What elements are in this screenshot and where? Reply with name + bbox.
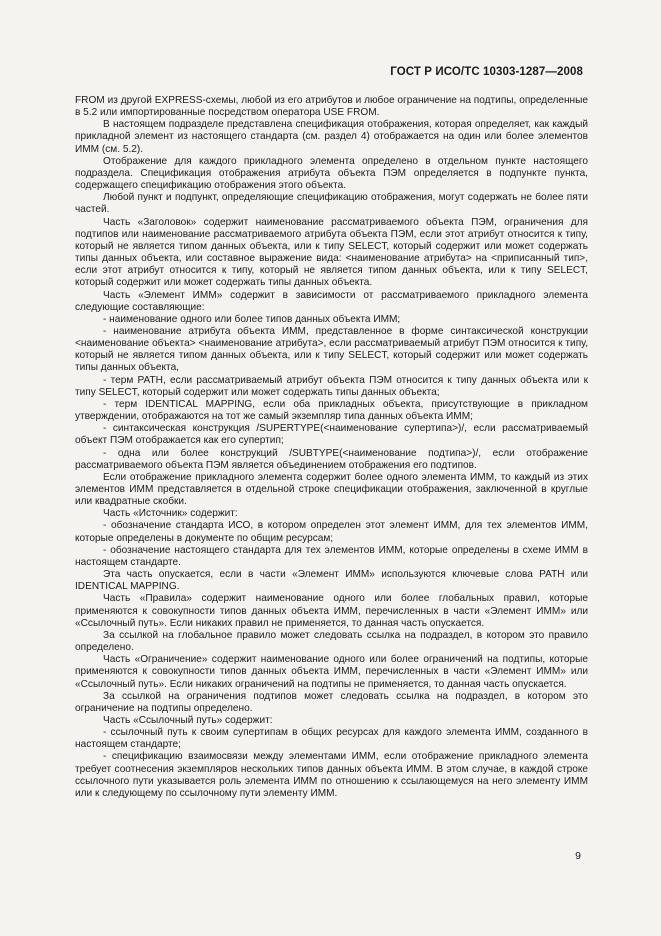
page-header: ГОСТ Р ИСО/ТС 10303-1287—2008 xyxy=(390,66,583,78)
paragraph: За ссылкой на ограничения подтипов может следовать ссылка на подраздел, в котором это ограничение на подтипы определено. xyxy=(75,690,588,714)
paragraph: Часть «Источник» содержит: xyxy=(103,508,238,520)
page-number: 9 xyxy=(575,850,581,862)
paragraph: Часть «Элемент ИММ» содержит в зависимости от рассматриваемого прикладного элемента следующие составляющие: xyxy=(75,289,588,313)
paragraph: Часть «Правила» содержит наименование одного или более глобальных правил, которые применяются к совокупности типов данных объекта ИММ, перечисленных в части «Элемент ИММ» или «Ссылочный путь». Если никаких правил не применяется, то данная часть опускается. xyxy=(75,593,588,629)
paragraph: - одна или более конструкций /SUBTYPE(<наименование подтипа>)/, если отображение рассматриваемого объекта ПЭМ является объединением отображения его подтипов. xyxy=(75,447,588,471)
paragraph: FROM из другой EXPRESS-схемы, любой из его атрибутов и любое ограничение на подтипы, определенные в 5.2 или импортированные посредством оператора USE FROM. xyxy=(75,95,588,119)
paragraph: Эта часть опускается, если в части «Элемент ИММ» используются ключевые слова PATH или IDENTICAL MAPPING. xyxy=(75,569,588,593)
paragraph: Если отображение прикладного элемента содержит более одного элемента ИММ, то каждый из этих элементов ИММ представляется в отдельной строке спецификации отображения, заключенной в круглые или квадратные скобки. xyxy=(75,471,588,508)
paragraph: - терм IDENTICAL MAPPING, если оба прикладных объекта, присутствующие в прикладном утверждении, отображаются на тот же самый экземпляр типа данных объекта ИММ; xyxy=(75,398,588,423)
paragraph: - терм PATH, если рассматриваемый атрибут объекта ПЭМ относится к типу данных объекта или к типу SELECT, который содержит или может содержать типы данных объекта; xyxy=(75,374,588,398)
paragraph: - обозначение стандарта ИСО, в котором определен этот элемент ИММ, для тех элементов ИММ, которые определены в документе по общим ресурсам; xyxy=(75,520,588,544)
paragraph: - обозначение настоящего стандарта для тех элементов ИММ, которые определены в схеме ИММ в настоящем стандарте. xyxy=(75,544,588,568)
paragraph: - ссылочный путь к своим супертипам в общих ресурсах для каждого элемента ИММ, созданного в настоящем стандарте; xyxy=(75,727,588,751)
paragraph: Часть «Заголовок» содержит наименование рассматриваемого объекта ПЭМ, ограничения для подтипов или наименование рассматриваемого атрибута объекта ПЭМ, если этот атрибут относится к типу, который не является типом данных объекта, или к типу SELECT, который содержит или может содержать типы данных объекта, или составное выражение вида: <наименование атрибута> на <приписанный тип>, если этот атрибут относится к типу, который не является типом данных объекта, или к типу SELECT, который содержит или может содержать типы данных объекта. xyxy=(75,216,588,289)
paragraph: Отображение для каждого прикладного элемента определено в отдельном пункте настоящего подраздела. Спецификация отображения атрибута объекта ПЭМ определяется в подпункте пункта, содержащего спецификацию отображения этого объекта. xyxy=(75,155,588,192)
paragraph: - спецификацию взаимосвязи между элементами ИММ, если отображение прикладного элемента требует соотнесения экземпляров нескольких типов данных объекта ИММ. В этом случае, в каждой строке ссылочного пути указывается роль элемента ИММ по отношению к ссылающемуся на него элементу ИММ или к следующему по ссылочному пути элементу ИММ. xyxy=(75,751,588,799)
page-body xyxy=(75,95,588,800)
paragraph: Часть «Ограничение» содержит наименование одного или более ограничений на подтипы, которые применяются к совокупности типов данных объекта ИММ, перечисленных в части «Элемент ИММ» или «Ссылочный путь». Если никаких ограничений на подтипы не применяется, то данная часть опускается. xyxy=(75,654,588,690)
paragraph: За ссылкой на глобальное правило может следовать ссылка на подраздел, в котором это правило определено. xyxy=(75,629,588,654)
paragraph: - наименование одного или более типов данных объекта ИММ; xyxy=(103,313,401,325)
paragraph: В настоящем подразделе представлена спецификация отображения, которая определяет, как каждый прикладной элемент из настоящего стандарта (см. раздел 4) отображается на один или более элементов ИММ (см. 5.2). xyxy=(75,119,588,155)
paragraph: Любой пункт и подпункт, определяющие спецификацию отображения, могут содержать не более пяти частей. xyxy=(75,192,588,216)
paragraph: - синтаксическая конструкция /SUPERTYPE(<наименование супертипа>)/, если рассматриваемый объект ПЭМ отображается как его супертип; xyxy=(75,423,588,447)
paragraph: Часть «Ссылочный путь» содержит: xyxy=(103,714,273,726)
paragraph: - наименование атрибута объекта ИММ, представленное в форме синтаксической конструкции <наименование объекта> <наименование атрибута>, если рассматриваемый атрибут ПЭМ относится к типу, который не является типом данных объекта, или к типу SELECT, который содержит или может содержать типы данных объекта, xyxy=(75,325,588,374)
